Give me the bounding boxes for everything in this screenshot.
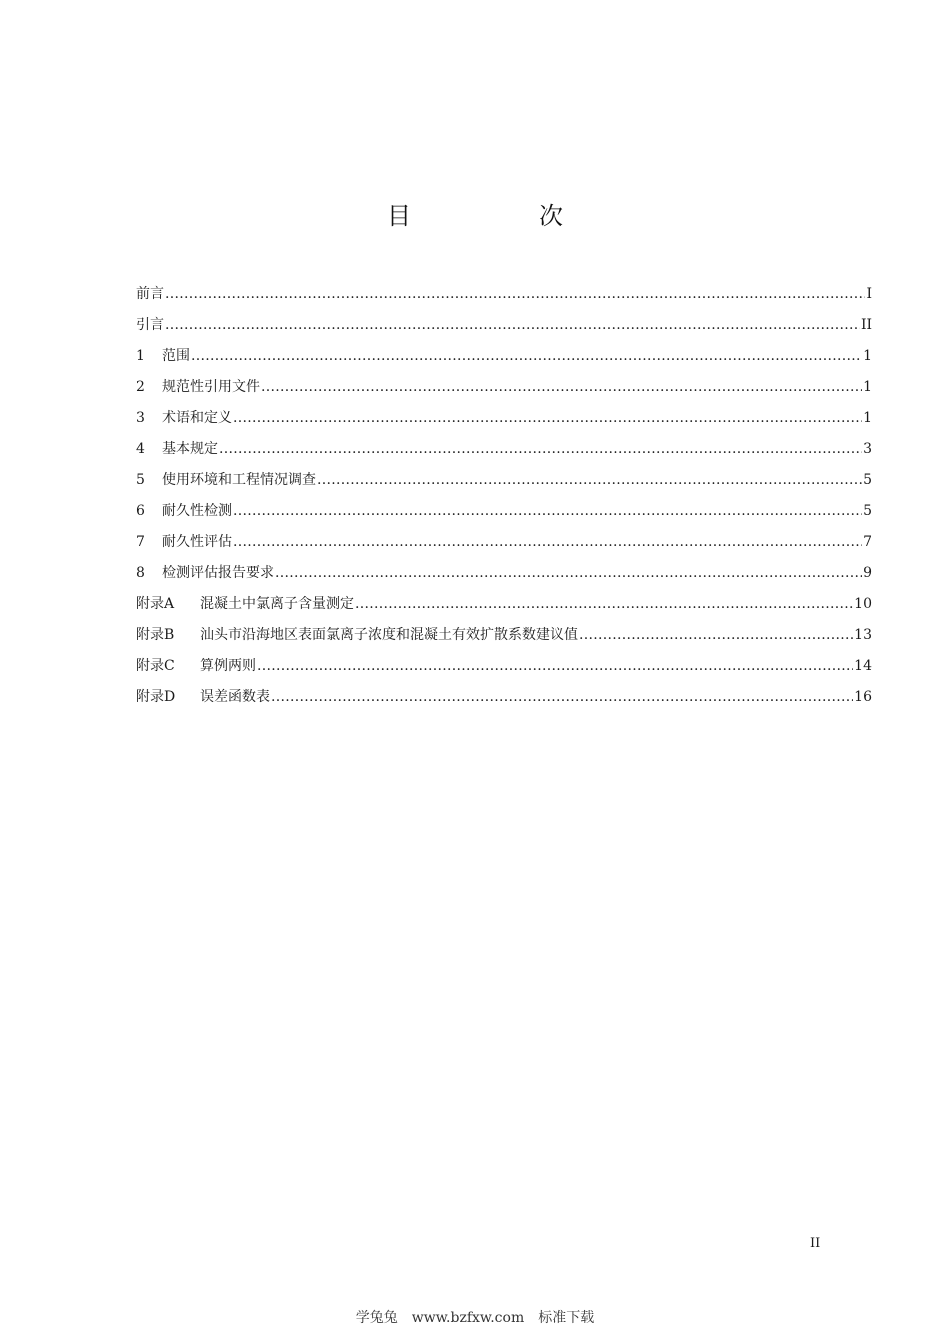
toc-appendix-number: 附录B bbox=[136, 627, 175, 643]
toc-entry[interactable] bbox=[136, 469, 872, 500]
toc-entry-page: 1 bbox=[863, 379, 872, 395]
toc-entry[interactable] bbox=[136, 531, 872, 562]
toc-entry-page: I bbox=[866, 286, 872, 302]
toc-leader-dots bbox=[261, 376, 862, 398]
toc-entry-number: 8 bbox=[136, 565, 145, 581]
toc-entry[interactable] bbox=[136, 345, 872, 376]
toc-appendix-number: 附录C bbox=[136, 658, 175, 674]
toc-entry-label: 检测评估报告要求 bbox=[162, 565, 274, 581]
toc-entry-label: 耐久性评估 bbox=[162, 534, 232, 550]
page-number: II bbox=[810, 1236, 821, 1251]
page-title: 目 次 bbox=[387, 202, 615, 230]
toc-leader-dots bbox=[191, 345, 862, 367]
toc-entry-label: 耐久性检测 bbox=[162, 503, 232, 519]
toc-entry-page: 7 bbox=[863, 534, 872, 550]
toc-entry[interactable] bbox=[136, 500, 872, 531]
toc-leader-dots bbox=[165, 314, 860, 336]
toc-entry-label: 误差函数表 bbox=[200, 689, 270, 705]
toc-entry-page: 16 bbox=[854, 689, 872, 705]
toc-entry-number: 3 bbox=[136, 410, 145, 426]
toc-entry[interactable] bbox=[136, 686, 872, 717]
toc-entry-page: 5 bbox=[863, 503, 872, 519]
toc-entry-page: II bbox=[860, 317, 872, 333]
toc-leader-dots bbox=[233, 531, 862, 553]
toc-entry-page: 9 bbox=[863, 565, 872, 581]
toc-entry-label: 引言 bbox=[136, 317, 164, 333]
toc-entry-page: 5 bbox=[863, 472, 872, 488]
table-of-contents bbox=[136, 283, 872, 717]
toc-entry-label: 使用环境和工程情况调查 bbox=[162, 472, 316, 488]
toc-entry-page: 1 bbox=[863, 348, 872, 364]
toc-entry-label: 汕头市沿海地区表面氯离子浓度和混凝土有效扩散系数建议值 bbox=[200, 627, 578, 643]
toc-entry-page: 10 bbox=[854, 596, 872, 612]
toc-entry-page: 1 bbox=[863, 410, 872, 426]
toc-entry[interactable] bbox=[136, 283, 872, 314]
toc-entry-label: 范围 bbox=[162, 348, 190, 364]
toc-leader-dots bbox=[355, 593, 853, 615]
toc-entry-label: 混凝土中氯离子含量测定 bbox=[200, 596, 354, 612]
toc-entry-number: 7 bbox=[136, 534, 145, 550]
footer-watermark: 学兔兔 www.bzfxw.com 标准下载 bbox=[355, 1310, 595, 1326]
toc-leader-dots bbox=[271, 686, 853, 708]
toc-entry[interactable] bbox=[136, 407, 872, 438]
toc-entry[interactable] bbox=[136, 655, 872, 686]
toc-entry[interactable] bbox=[136, 624, 872, 655]
toc-appendix-number: 附录D bbox=[136, 689, 176, 705]
toc-leader-dots bbox=[165, 283, 865, 305]
toc-leader-dots bbox=[579, 624, 853, 646]
toc-entry-number: 2 bbox=[136, 379, 145, 395]
toc-entry-number: 6 bbox=[136, 503, 145, 519]
toc-appendix-number: 附录A bbox=[136, 596, 175, 612]
toc-entry-label: 基本规定 bbox=[162, 441, 218, 457]
toc-leader-dots bbox=[233, 500, 862, 522]
toc-entry-label: 规范性引用文件 bbox=[162, 379, 260, 395]
toc-entry-label: 术语和定义 bbox=[162, 410, 232, 426]
toc-entry-page: 3 bbox=[863, 441, 872, 457]
toc-entry-page: 13 bbox=[854, 627, 872, 643]
toc-entry-label: 前言 bbox=[136, 286, 164, 302]
toc-leader-dots bbox=[275, 562, 862, 584]
toc-entry[interactable] bbox=[136, 314, 872, 345]
toc-entry-label: 算例两则 bbox=[200, 658, 256, 674]
toc-leader-dots bbox=[233, 407, 862, 429]
toc-entry-number: 5 bbox=[136, 472, 145, 488]
toc-leader-dots bbox=[257, 655, 853, 677]
toc-leader-dots bbox=[317, 469, 862, 491]
toc-leader-dots bbox=[219, 438, 862, 460]
toc-entry-number: 4 bbox=[136, 441, 145, 457]
toc-entry[interactable] bbox=[136, 438, 872, 469]
toc-entry-number: 1 bbox=[136, 348, 145, 364]
toc-entry[interactable] bbox=[136, 593, 872, 624]
toc-entry-page: 14 bbox=[854, 658, 872, 674]
toc-entry[interactable] bbox=[136, 376, 872, 407]
toc-entry[interactable] bbox=[136, 562, 872, 593]
